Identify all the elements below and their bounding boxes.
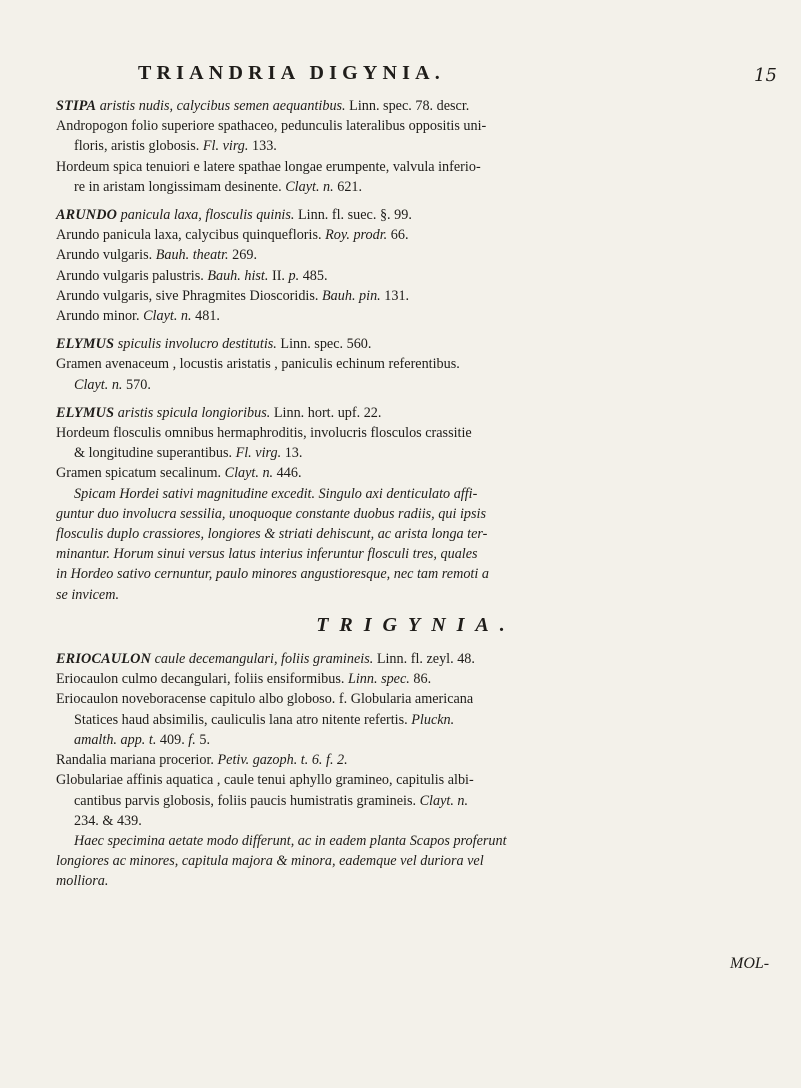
- page-body: [56, 96, 776, 896]
- entry-line: [56, 403, 776, 423]
- synonym-text: Arundo panicula laxa, calycibus quinquefloris.: [56, 227, 322, 244]
- entry-line: Hordeum flosculis omnibus hermaphroditis, involucris flosculos crassitie: [56, 425, 472, 442]
- synonym-text: re in aristam longissimam desinente.: [74, 178, 282, 195]
- entry-line: [56, 205, 776, 225]
- synonym-text: Randalia mariana procerior.: [56, 752, 214, 769]
- description-line: flosculis duplo crassiores, longiores & striati dehiscunt, ac arista longa ter-: [56, 526, 488, 543]
- synonym-text: Eriocaulon culmo decangulari, foliis ensiformibus.: [56, 671, 345, 688]
- entry-stipa: [56, 96, 776, 197]
- citation-source: Bauh. hist.: [203, 267, 269, 284]
- citation: Linn. spec. 78. descr.: [345, 98, 470, 114]
- citation-number: 13.: [281, 445, 303, 462]
- synonym-text: Arundo vulgaris palustris.: [56, 267, 204, 284]
- citation-source: p.: [284, 267, 300, 284]
- page-number: 15: [754, 65, 777, 86]
- citation: Linn. spec. 560.: [276, 336, 372, 353]
- citation-source: Linn. spec.: [344, 671, 410, 688]
- entry-line: Andropogon folio superiore spathaceo, pedunculis lateralibus oppositis uni-: [56, 118, 487, 135]
- genus-name: ERIOCAULON: [56, 651, 152, 668]
- synonym-text: & longitudine superantibus.: [74, 445, 233, 462]
- entry-line: [56, 245, 776, 265]
- description-line: longiores ac minores, capitula majora & minora, eademque vel duriora vel: [56, 853, 484, 870]
- synonym-text: floris, aristis globosis.: [74, 138, 200, 155]
- entry-line: [56, 266, 776, 286]
- synonym-text: Statices haud absimilis, cauliculis lana atro nitente refertis.: [74, 711, 408, 728]
- entry-line: [56, 177, 776, 197]
- entry-line: Globulariae affinis aquatica , caule tenui aphyllo gramineo, capitulis albi-: [56, 772, 474, 789]
- entry-line: [56, 225, 776, 245]
- citation-number: 621.: [333, 178, 363, 195]
- citation-source: Clayt. n.: [416, 792, 469, 809]
- entry-line: [56, 375, 776, 395]
- entry-line: [56, 669, 776, 689]
- citation-source: amalth. app. t.: [74, 731, 157, 748]
- entry-line: [56, 791, 776, 811]
- citation-source: f.: [184, 731, 196, 748]
- citation-source: Clayt. n.: [281, 178, 334, 195]
- entry-line: [56, 96, 776, 116]
- citation-number: 446.: [273, 465, 302, 482]
- citation-source: Fl. virg.: [232, 445, 282, 462]
- entry-elymus-2: [56, 403, 776, 605]
- citation-number: 570.: [122, 376, 151, 393]
- diagnosis: aristis spicula longioribus.: [114, 404, 271, 421]
- citation-source: Clayt. n.: [74, 376, 123, 393]
- entry-line: Gramen avenaceum , locustis aristatis , paniculis echinum referentibus.: [56, 356, 460, 373]
- genus-name: ELYMUS: [56, 404, 115, 421]
- description-line: Spicam Hordei sativi magnitudine excedit. Singulo axi denticulato affi-: [74, 485, 478, 502]
- synonym-text: cantibus parvis globosis, foliis paucis humistratis gramineis.: [74, 792, 417, 809]
- citation-number: 409.: [156, 731, 185, 748]
- entry-line: [56, 306, 776, 326]
- entry-line: [56, 463, 776, 483]
- diagnosis: spiculis involucro destitutis.: [114, 336, 277, 353]
- diagnosis: aristis nudis, calycibus semen aequantibus.: [96, 98, 346, 114]
- citation-number: 485.: [299, 267, 328, 284]
- citation-number: 66.: [387, 227, 409, 244]
- citation-number: 269.: [228, 247, 257, 264]
- citation: Linn. hort. upf. 22.: [270, 404, 382, 421]
- citation: Linn. fl. zeyl. 48.: [373, 651, 475, 668]
- citation-number: 131.: [380, 287, 410, 304]
- entry-line: Eriocaulon noveboracense capitulo albo globoso. f. Globularia americana: [56, 691, 474, 708]
- citation-source: Bauh. theatr.: [152, 247, 229, 264]
- citation-number: 133.: [248, 138, 277, 155]
- entry-line: [56, 750, 776, 770]
- entry-line: [56, 730, 776, 750]
- citation-source: Pluckn.: [407, 711, 455, 728]
- genus-name: ARUNDO: [56, 207, 118, 224]
- entry-arundo: [56, 205, 776, 326]
- entry-line: [56, 334, 776, 354]
- entry-line: Hordeum spica tenuiori e latere spathae longae erumpente, valvula inferio-: [56, 158, 481, 175]
- genus-name: STIPA: [56, 98, 97, 114]
- citation-source: Roy. prodr.: [321, 227, 388, 244]
- synonym-text: Arundo vulgaris, sive Phragmites Dioscoridis.: [56, 287, 319, 304]
- genus-name: ELYMUS: [56, 336, 115, 353]
- citation-source: Bauh. pin.: [318, 287, 381, 304]
- description-line: minantur. Horum sinui versus latus interius inferuntur flosculi tres, quales: [56, 546, 478, 563]
- description-line: se invicem.: [56, 586, 120, 603]
- description-line: molliora.: [56, 873, 109, 890]
- synonym-text: Gramen spicatum secalinum.: [56, 465, 222, 482]
- entry-line: [56, 443, 776, 463]
- description-line: guntur duo involucra sessilia, unoquoque constante duobus radiis, qui ipsis: [56, 505, 486, 522]
- diagnosis: caule decemangulari, foliis gramineis.: [151, 651, 374, 668]
- catchword: MOL-: [730, 955, 770, 972]
- citation-number: 5.: [195, 731, 210, 748]
- entry-line: [56, 710, 776, 730]
- citation-source: Clayt. n.: [221, 465, 274, 482]
- entry-elymus-1: [56, 334, 776, 395]
- citation: Linn. fl. suec. §. 99.: [294, 207, 412, 224]
- entry-line: [56, 286, 776, 306]
- synonym-text: Arundo vulgaris.: [56, 247, 153, 264]
- entry-eriocaulon: [56, 649, 776, 891]
- citation-number: 481.: [191, 308, 220, 325]
- citation-source: Fl. virg.: [199, 138, 249, 155]
- section-heading: TRIGYNIA.: [316, 613, 516, 636]
- description-line: in Hordeo sativo cernuntur, paulo minores angustioresque, nec tam remoti a: [56, 566, 489, 583]
- entry-line: 234. & 439.: [74, 812, 142, 829]
- citation-number: 86.: [409, 671, 432, 688]
- citation-source: Petiv. gazoph. t. 6. f. 2.: [213, 752, 348, 769]
- entry-line: [56, 649, 776, 669]
- citation-source: Clayt. n.: [139, 308, 192, 325]
- diagnosis: panicula laxa, flosculis quinis.: [117, 207, 295, 224]
- running-title: TRIANDRIA DIGYNIA.: [138, 62, 445, 84]
- description-line: Haec specimina aetate modo differunt, ac in eadem planta Scapos proferunt: [74, 832, 507, 849]
- running-head: [0, 62, 801, 92]
- synonym-text: Arundo minor.: [56, 308, 140, 325]
- entry-line: [56, 136, 776, 156]
- citation-number: II.: [268, 267, 285, 284]
